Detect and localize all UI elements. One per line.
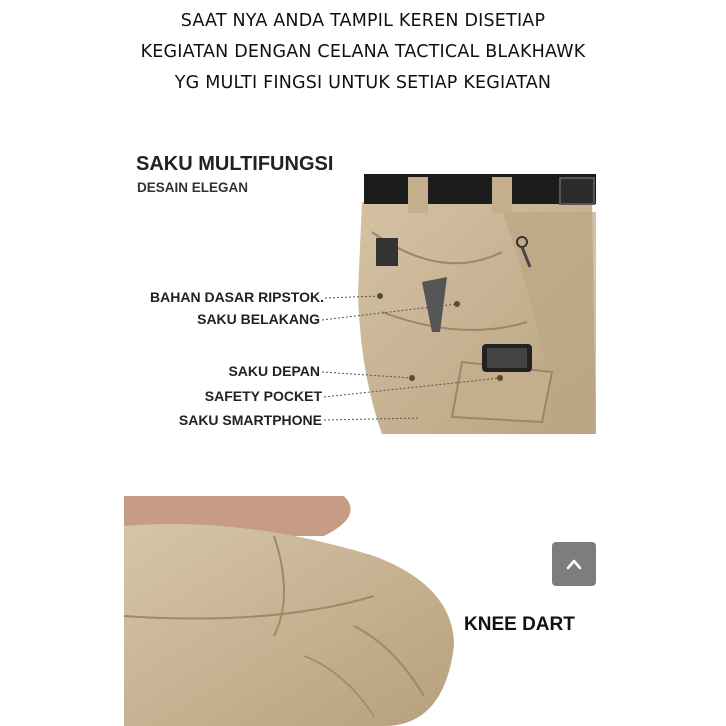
callout-safety-pocket: SAFETY POCKET: [204, 388, 322, 404]
headline-line: SAAT NYA ANDA TAMPIL KEREN DISETIAP: [180, 11, 546, 31]
headline-line: KEGIATAN DENGAN CELANA TACTICAL BLAKHAWK: [140, 42, 586, 62]
knee-photo: [124, 496, 456, 726]
feature-title: SAKU MULTIFUNGSI: [136, 153, 334, 175]
callout-saku-smartphone: SAKU SMARTPHONE: [178, 412, 322, 428]
feature-subtitle: DESAIN ELEGAN: [137, 180, 249, 195]
scroll-to-top-button[interactable]: [552, 542, 596, 586]
knee-dart-label: KNEE DART: [464, 614, 575, 635]
callout-ripstok: BAHAN DASAR RIPSTOK.: [150, 289, 324, 305]
callout-saku-depan: SAKU DEPAN: [228, 363, 320, 379]
chevron-up-icon: [566, 558, 582, 570]
callout-saku-belakang: SAKU BELAKANG: [197, 311, 320, 327]
headline-line: YG MULTI FINGSI UNTUK SETIAP KEGIATAN: [174, 73, 552, 93]
